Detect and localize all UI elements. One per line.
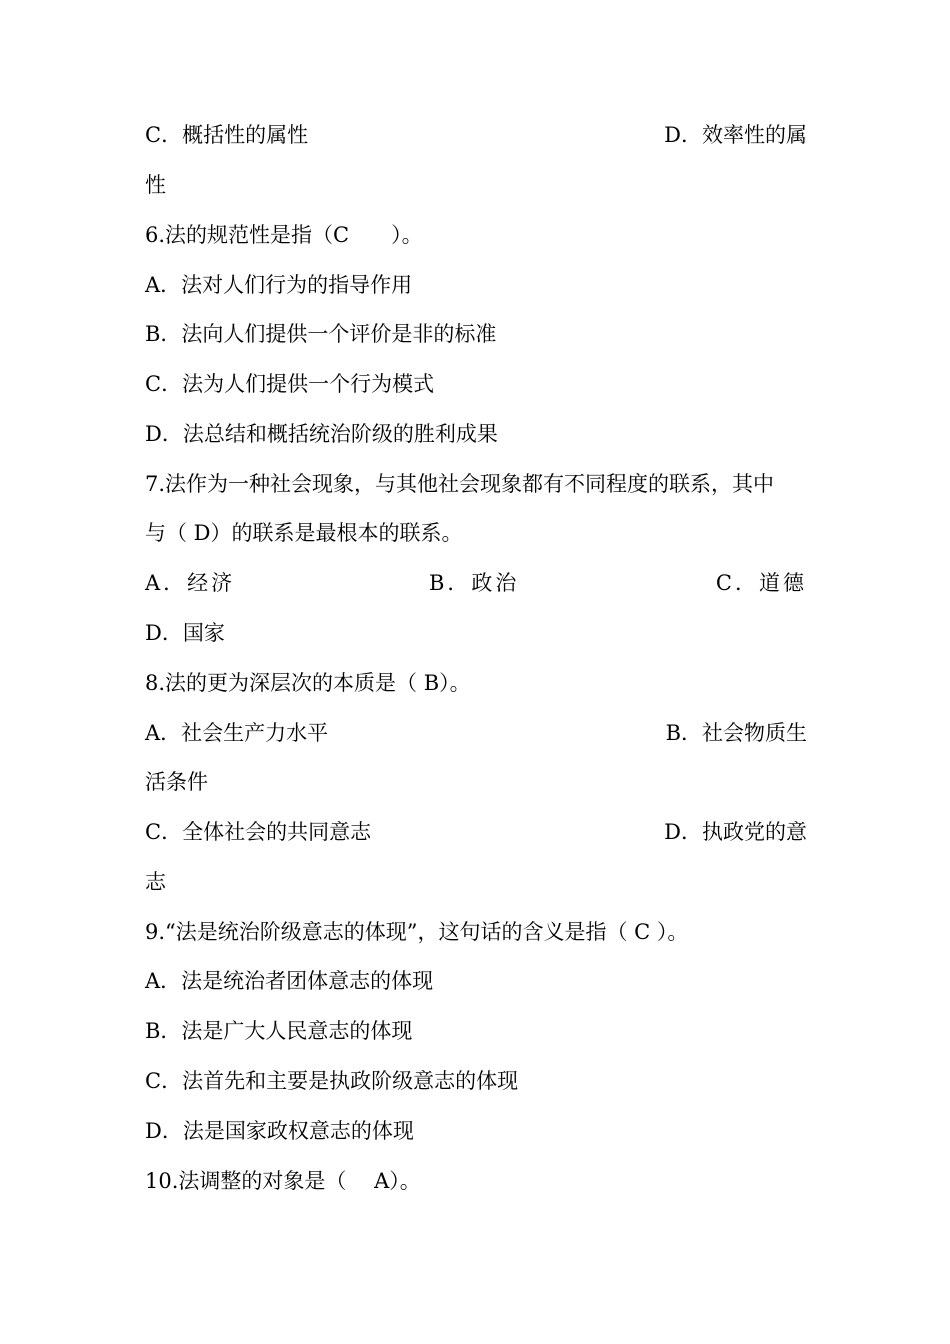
- option-d: D．效率性的属: [664, 123, 807, 147]
- option-a: A．法是统治者团体意志的体现: [145, 969, 434, 993]
- option-row-c-d: [145, 118, 807, 152]
- continuation-text: 志: [145, 870, 166, 894]
- option-a: A．经济: [145, 571, 236, 595]
- option-row-c-d: [145, 815, 807, 849]
- question-7-continued: 与（ D）的联系是最根本的联系。: [145, 521, 463, 545]
- option-c: C．法为人们提供一个行为模式: [145, 372, 435, 396]
- option-d: D．法是国家政权意志的体现: [145, 1119, 414, 1143]
- option-b: B．政治: [429, 571, 520, 595]
- option-b: B．社会物质生: [665, 721, 807, 745]
- option-b: B．法向人们提供一个评价是非的标准: [145, 322, 497, 346]
- option-c: C．概括性的属性: [145, 123, 309, 147]
- option-row-a-b-c: [145, 566, 807, 600]
- option-c: C．全体社会的共同意志: [145, 820, 372, 844]
- option-d: D．法总结和概括统治阶级的胜利成果: [145, 422, 498, 446]
- option-d: D．国家: [145, 621, 225, 645]
- question-7: 7.法作为一种社会现象，与其他社会现象都有不同程度的联系，其中: [145, 472, 775, 496]
- continuation-text: 性: [145, 173, 166, 197]
- option-b: B．法是广大人民意志的体现: [145, 1019, 413, 1043]
- question-8: 8.法的更为深层次的本质是（ B）。: [145, 671, 471, 695]
- option-c: C．道德: [715, 571, 807, 595]
- continuation-text: 活条件: [145, 770, 208, 794]
- option-a: A．社会生产力水平: [145, 721, 329, 745]
- option-a: A．法对人们行为的指导作用: [145, 273, 413, 297]
- option-row-a-b: [145, 716, 807, 750]
- question-10: 10.法调整的对象是（ A）。: [145, 1169, 421, 1193]
- option-d: D．执政党的意: [664, 820, 807, 844]
- option-c: C．法首先和主要是执政阶级意志的体现: [145, 1069, 519, 1093]
- question-6: 6.法的规范性是指（C ）。: [145, 223, 423, 247]
- question-9: 9.“法是统治阶级意志的体现”，这句话的含义是指（ C ）。: [145, 920, 689, 944]
